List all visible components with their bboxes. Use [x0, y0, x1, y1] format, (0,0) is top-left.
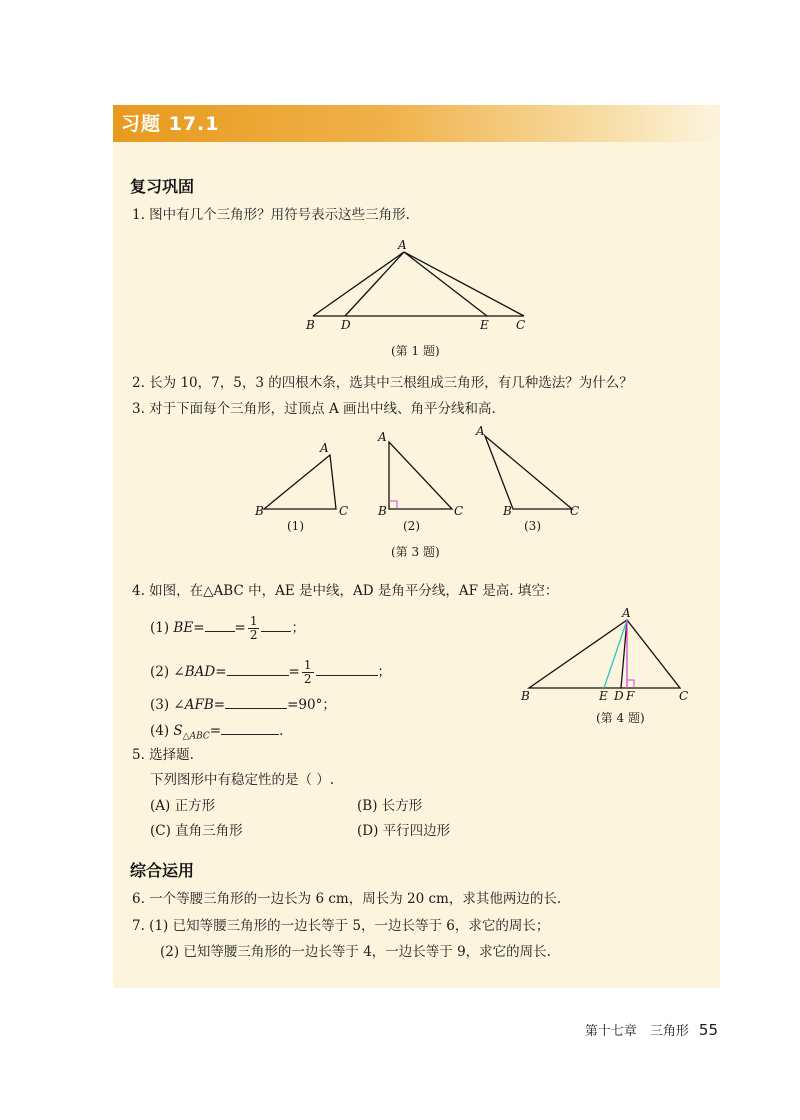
question-7-part-1: 7. (1) 已知等腰三角形的一边长等于 5，一边长等于 6，求它的周长； — [132, 918, 550, 934]
caption-q4: (第 4 题) — [596, 711, 645, 725]
q1-label-a: A — [398, 238, 407, 252]
q5-option-b: (B) 长方形 — [357, 798, 423, 814]
section-title-apply: 综合运用 — [130, 861, 195, 880]
q4-item-4-lhs: S — [173, 723, 183, 739]
q4-item-1-prefix: (1) — [150, 620, 170, 636]
q5-option-c: (C) 直角三角形 — [150, 823, 243, 839]
q4-item-2-fraction: $\frac{1}{2}$ — [303, 658, 312, 686]
q4-item-2-eq: = — [288, 664, 300, 680]
question-2: 2. 长为 10，7，5，3 的四根木条，选其中三根组成三角形，有几种选法？为什么？ — [132, 375, 633, 391]
question-5-stem: 下列图形中有稳定性的是（ ）. — [150, 772, 335, 788]
q3-fig2-label-c: C — [454, 504, 464, 518]
q4-item-1-fraction: $\frac{1}{2}$ — [249, 614, 258, 642]
caption-q3: (第 3 题) — [391, 545, 440, 559]
q4-item-1-lhs: BE= — [173, 620, 205, 636]
section-title-review: 复习巩固 — [130, 177, 195, 196]
q4-item-4-prefix: (4) — [150, 723, 170, 739]
q4-item-3-prefix: (3) — [150, 697, 170, 713]
caption-q3-sub2: (2) — [403, 519, 420, 533]
q3-fig2-label-a: A — [378, 430, 387, 444]
q4-item-3-lhs: ∠AFB= — [173, 697, 226, 713]
q4-item-4-sub: △ABC — [182, 731, 210, 742]
question-3: 3. 对于下面每个三角形，过顶点 A 画出中线、角平分线和高. — [132, 401, 496, 417]
footer-chapter: 第十七章 三角形 — [584, 1024, 689, 1039]
q4-item-2-end: ； — [377, 664, 391, 680]
q1-label-d: D — [341, 318, 351, 332]
q4-label-f: F — [626, 689, 635, 703]
question-7-part-2: (2) 已知等腰三角形的一边长等于 4，一边长等于 9，求它的周长. — [160, 944, 551, 960]
page-footer — [585, 1020, 718, 1039]
q4-label-b: B — [521, 689, 530, 703]
question-4: 4. 如图，在△ABC 中，AE 是中线，AD 是角平分线，AF 是高. 填空： — [132, 583, 559, 599]
q3-fig3-label-c: C — [570, 504, 580, 518]
q3-fig3-label-b: B — [503, 504, 512, 518]
q4-item-4-eq: = — [209, 723, 222, 739]
q3-fig1-label-c: C — [339, 504, 349, 518]
q1-label-e: E — [480, 318, 489, 332]
q4-item-2-lhs: ∠BAD= — [173, 664, 227, 680]
q4-label-e: E — [599, 689, 608, 703]
q4-item-4-end: . — [279, 723, 284, 739]
q3-fig2-label-b: B — [378, 504, 387, 518]
q4-item-1-end: ； — [291, 620, 305, 636]
q4-triangle-abc — [529, 620, 680, 688]
exercise-title: 习题 17.1 — [121, 113, 220, 135]
q3-fig1-label-b: B — [255, 504, 264, 518]
question-6: 6. 一个等腰三角形的一边长为 6 cm，周长为 20 cm，求其他两边的长. — [132, 891, 562, 907]
q1-label-b: B — [306, 318, 315, 332]
q1-label-c: C — [516, 318, 526, 332]
q3-fig3-label-a: A — [476, 424, 485, 438]
caption-q1: (第 1 题) — [391, 344, 440, 358]
page-number: 55 — [698, 1021, 718, 1039]
caption-q3-sub1: (1) — [287, 519, 304, 533]
q5-option-a: (A) 正方形 — [150, 798, 216, 814]
q4-label-c: C — [679, 689, 689, 703]
question-1: 1. 图中有几个三角形？用符号表示这些三角形. — [132, 207, 410, 223]
q4-item-2-prefix: (2) — [150, 664, 170, 680]
question-5-title: 5. 选择题. — [132, 747, 194, 763]
q4-label-d: D — [614, 689, 624, 703]
q4-right-angle-mark — [627, 680, 634, 688]
q4-item-3-rhs: =90°； — [287, 697, 336, 713]
caption-q3-sub3: (3) — [524, 519, 541, 533]
q5-option-d: (D) 平行四边形 — [357, 823, 451, 839]
q4-item-1-eq: = — [234, 620, 246, 636]
q4-label-a: A — [622, 606, 631, 620]
q3-fig1-label-a: A — [320, 441, 329, 455]
